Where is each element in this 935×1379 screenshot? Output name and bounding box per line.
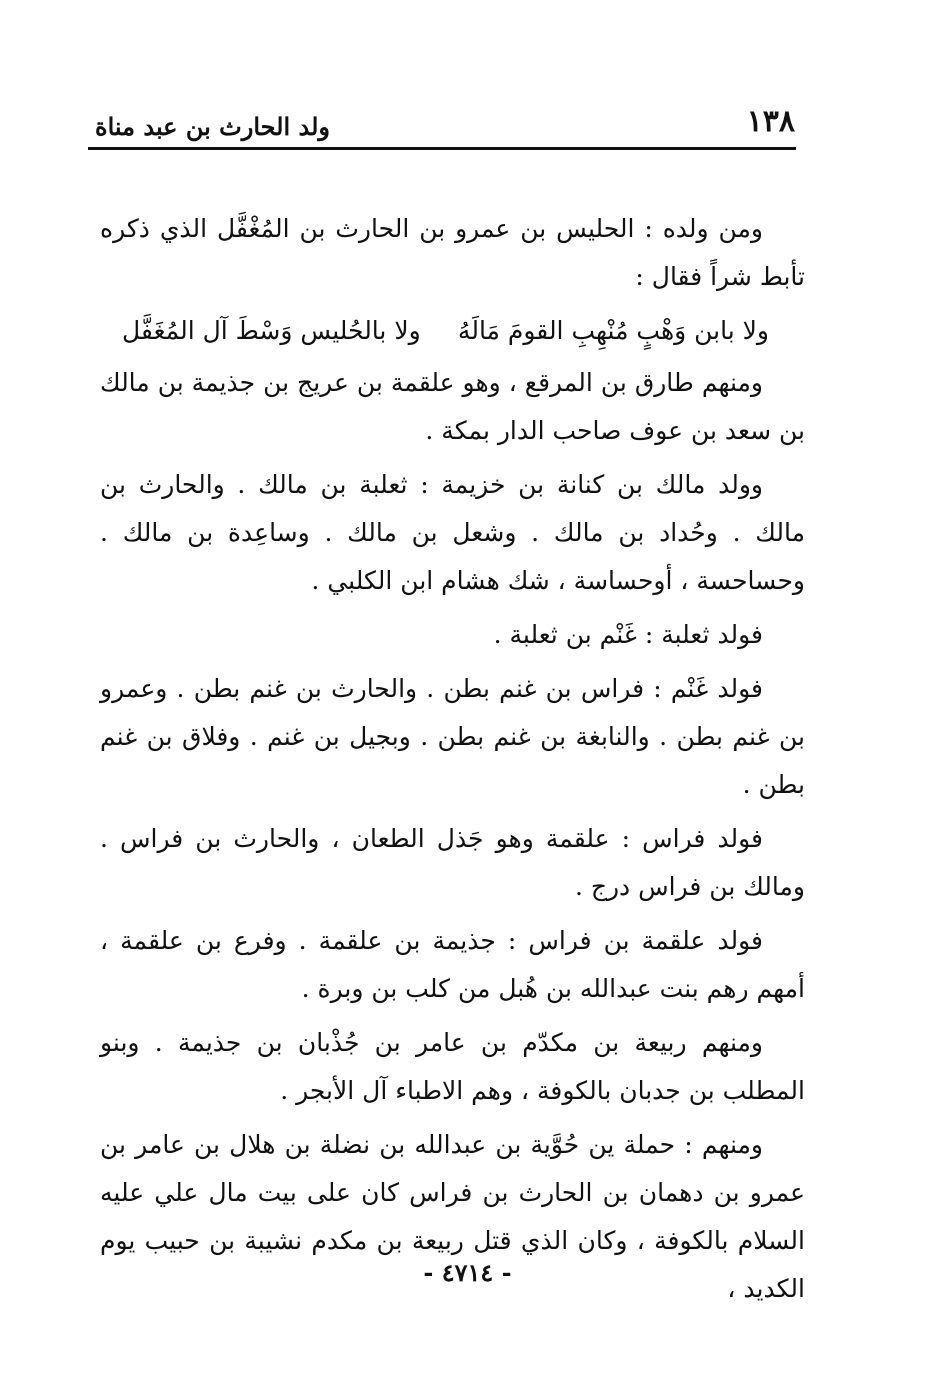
paragraph-6: فولد فراس : علقمة وهو جَذل الطعان ، والحارث بن فراس . ومالك بن فراس درج . — [100, 824, 805, 901]
poem-hemistich-left: ولا بالحُليس وَسْطَ آل المُغَفَّل — [122, 316, 421, 345]
paragraph-7: فولد علقمة بن فراس : جذيمة بن علقمة . وفرع بن علقمة ، أمهم رهم بنت عبدالله بن هُبل من كلب بن وبرة . — [100, 926, 805, 1003]
footer-page-number: - ٤٧١٤ - — [423, 1258, 512, 1287]
poem-hemistich-right: ولا بابن وَهْبٍ مُنْهِبِ القومَ مَالَهُ — [457, 316, 769, 345]
poem-verse — [100, 307, 805, 355]
body-text — [100, 205, 805, 1319]
page-header — [95, 100, 795, 148]
header-rule — [88, 147, 796, 150]
running-title: ولد الحارث بن عبد مناة — [95, 112, 330, 141]
paragraph-3: وولد مالك بن كنانة بن خزيمة : ثعلبة بن مالك . والحارث بن مالك . وحُداد بن مالك . وشعل بن مالك . وساعِدة بن مالك . وحساحسة ، أوحساسة ، شك هشام ابن الكلبي . — [100, 470, 805, 595]
paragraph-8: ومنهم ربيعة بن مكدّم بن عامر بن جُذْبان بن جذيمة . وبنو المطلب بن جدبان بالكوفة ، وهم الاطباء آل الأبجر . — [100, 1028, 805, 1105]
paragraph-9: ومنهم : حملة ين حُوَّية بن عبدالله بن نضلة بن هلال بن عامر بن عمرو بن دهمان بن الحارث بن فراس كان على بيت مال علي عليه السلام بالكوفة ، وكان الذي قتل ربيعة بن مكدم نشيبة بن حبيب يوم الكديد ، — [100, 1130, 805, 1303]
paragraph-4: فولد ثعلبة : غَنْم بن ثعلبة . — [493, 620, 763, 649]
paragraph-2: ومنهم طارق بن المرقع ، وهو علقمة بن عريج بن جذيمة بن مالك بن سعد بن عوف صاحب الدار بمكة . — [100, 368, 805, 445]
paragraph-1: ومن ولده : الحليس بن عمرو بن الحارث بن المُغْفَّل الذي ذكره تأبط شراً فقال : — [100, 214, 805, 291]
paragraph-5: فولد غَنْم : فراس بن غنم بطن . والحارث بن غنم بطن . وعمرو بن غنم بطن . والنابغة بن غنم بطن . وبجيل بن غنم . وفلاق بن غنم بطن . — [100, 674, 805, 799]
page-number-top: ١٣٨ — [746, 104, 795, 139]
